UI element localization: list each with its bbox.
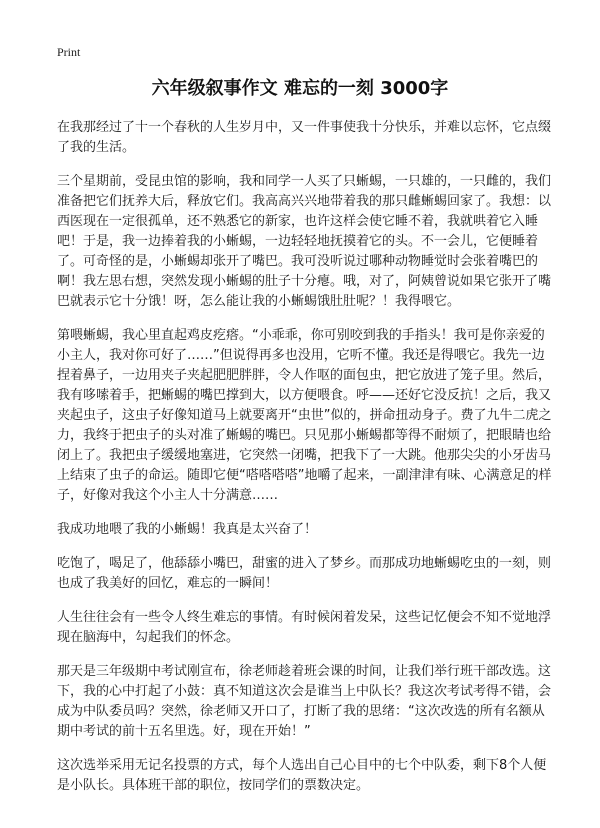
article-title: 六年级叙事作文 难忘的一刻 3000字 bbox=[151, 78, 449, 99]
paragraph-7: 那天是三年级期中考试刚宣布，徐老师趁着班会课的时间，让我们举行班干部改选。这下，我的心中打起了小鼓：真不知道这次会是谁当上中队长？我这次考试考得不错，会成为中队委员吗？突然，徐老师又开口了，打断了我的思绪：“这次改选的所有名额从期中考试的前十五名里选。好，现在开始！” bbox=[57, 664, 552, 739]
paragraph-2: 三个星期前，受昆虫馆的影响，我和同学一人买了只蜥蜴，一只雄的，一只雌的，我们准备把它们抚养大后，释放它们。我高高兴兴地带着我的那只雌蜥蜴回家了。我想：以西医现在一定很孤单，还不熟悉它的新家，也许这样会使它睡不着，我就哄着它入睡吧！于是，我一边捧着我的小蜥蜴，一边轻轻地抚摸着它的头。不一会儿，它便睡着了。可奇怪的是，小蜥蜴却张开了嘴巴。我可没听说过哪种动物睡觉时会张着嘴巴的啊！我左思右想，突然发现小蜥蜴的肚子十分瘪。哦，对了，阿姨曾说如果它张开了嘴巴就表示它十分饿！呀，怎么能让我的小蜥蜴饿肚肚呢？！我得喂它。 bbox=[57, 174, 552, 309]
article-body bbox=[57, 118, 553, 810]
paragraph-5: 吃饱了，喝足了，他舔舔小嘴巴，甜蜜的进入了梦乡。而那成功地蜥蜴吃虫的一刻，则也成了我美好的回忆，难忘的一瞬间！ bbox=[57, 556, 552, 591]
paragraph-8: 这次选举采用无记名投票的方式，每个人选出自己心目中的七个中队委，剩下8个人便是小队长。具体班干部的职位，按同学们的票数决定。 bbox=[57, 758, 547, 793]
paragraph-3: 第喂蜥蜴，我心里直起鸡皮疙瘩。“小乖乖，你可别咬到我的手指头！我可是你亲爱的小主人，我对你可好了……”但说得再多也没用，它听不懂。我还是得喂它。我先一边捏着鼻子，一边用夹子夹起肥肥胖胖，令人作呕的面包虫，把它放进了笼子里。然后，我有哆嗦着手，把蜥蜴的嘴巴撑到大，以方便喂食。呼——还好它没反抗！之后，我又夹起虫子，这虫子好像知道马上就要离开“虫世”似的，拼命扭动身子。费了九牛二虎之力，我终于把虫子的头对准了蜥蜴的嘴巴。只见那小蜥蜴都等得不耐烦了，把眼睛也给闭上了。我把虫子缓缓地塞进，它突然一闭嘴，把我下了一大跳。他那尖尖的小牙齿马上结束了虫子的命运。随即它便“嗒嗒嗒嗒”地嚼了起来，一副津津有味、心满意足的样子，好像对我这个小主人十分满意…… bbox=[57, 328, 552, 503]
paragraph-1: 在我那经过了十一个春秋的人生岁月中，又一件事使我十分快乐，并难以忘怀，它点缀了我的生活。 bbox=[57, 120, 552, 155]
print-link[interactable]: Print bbox=[57, 45, 81, 59]
paragraph-6: 人生往往会有一些令人终生难忘的事情。有时候闲着发呆，这些记忆便会不知不觉地浮现在脑海中，勾起我们的怀念。 bbox=[57, 610, 552, 645]
paragraph-4: 我成功地喂了我的小蜥蜴！我真是太兴奋了！ bbox=[57, 522, 318, 537]
